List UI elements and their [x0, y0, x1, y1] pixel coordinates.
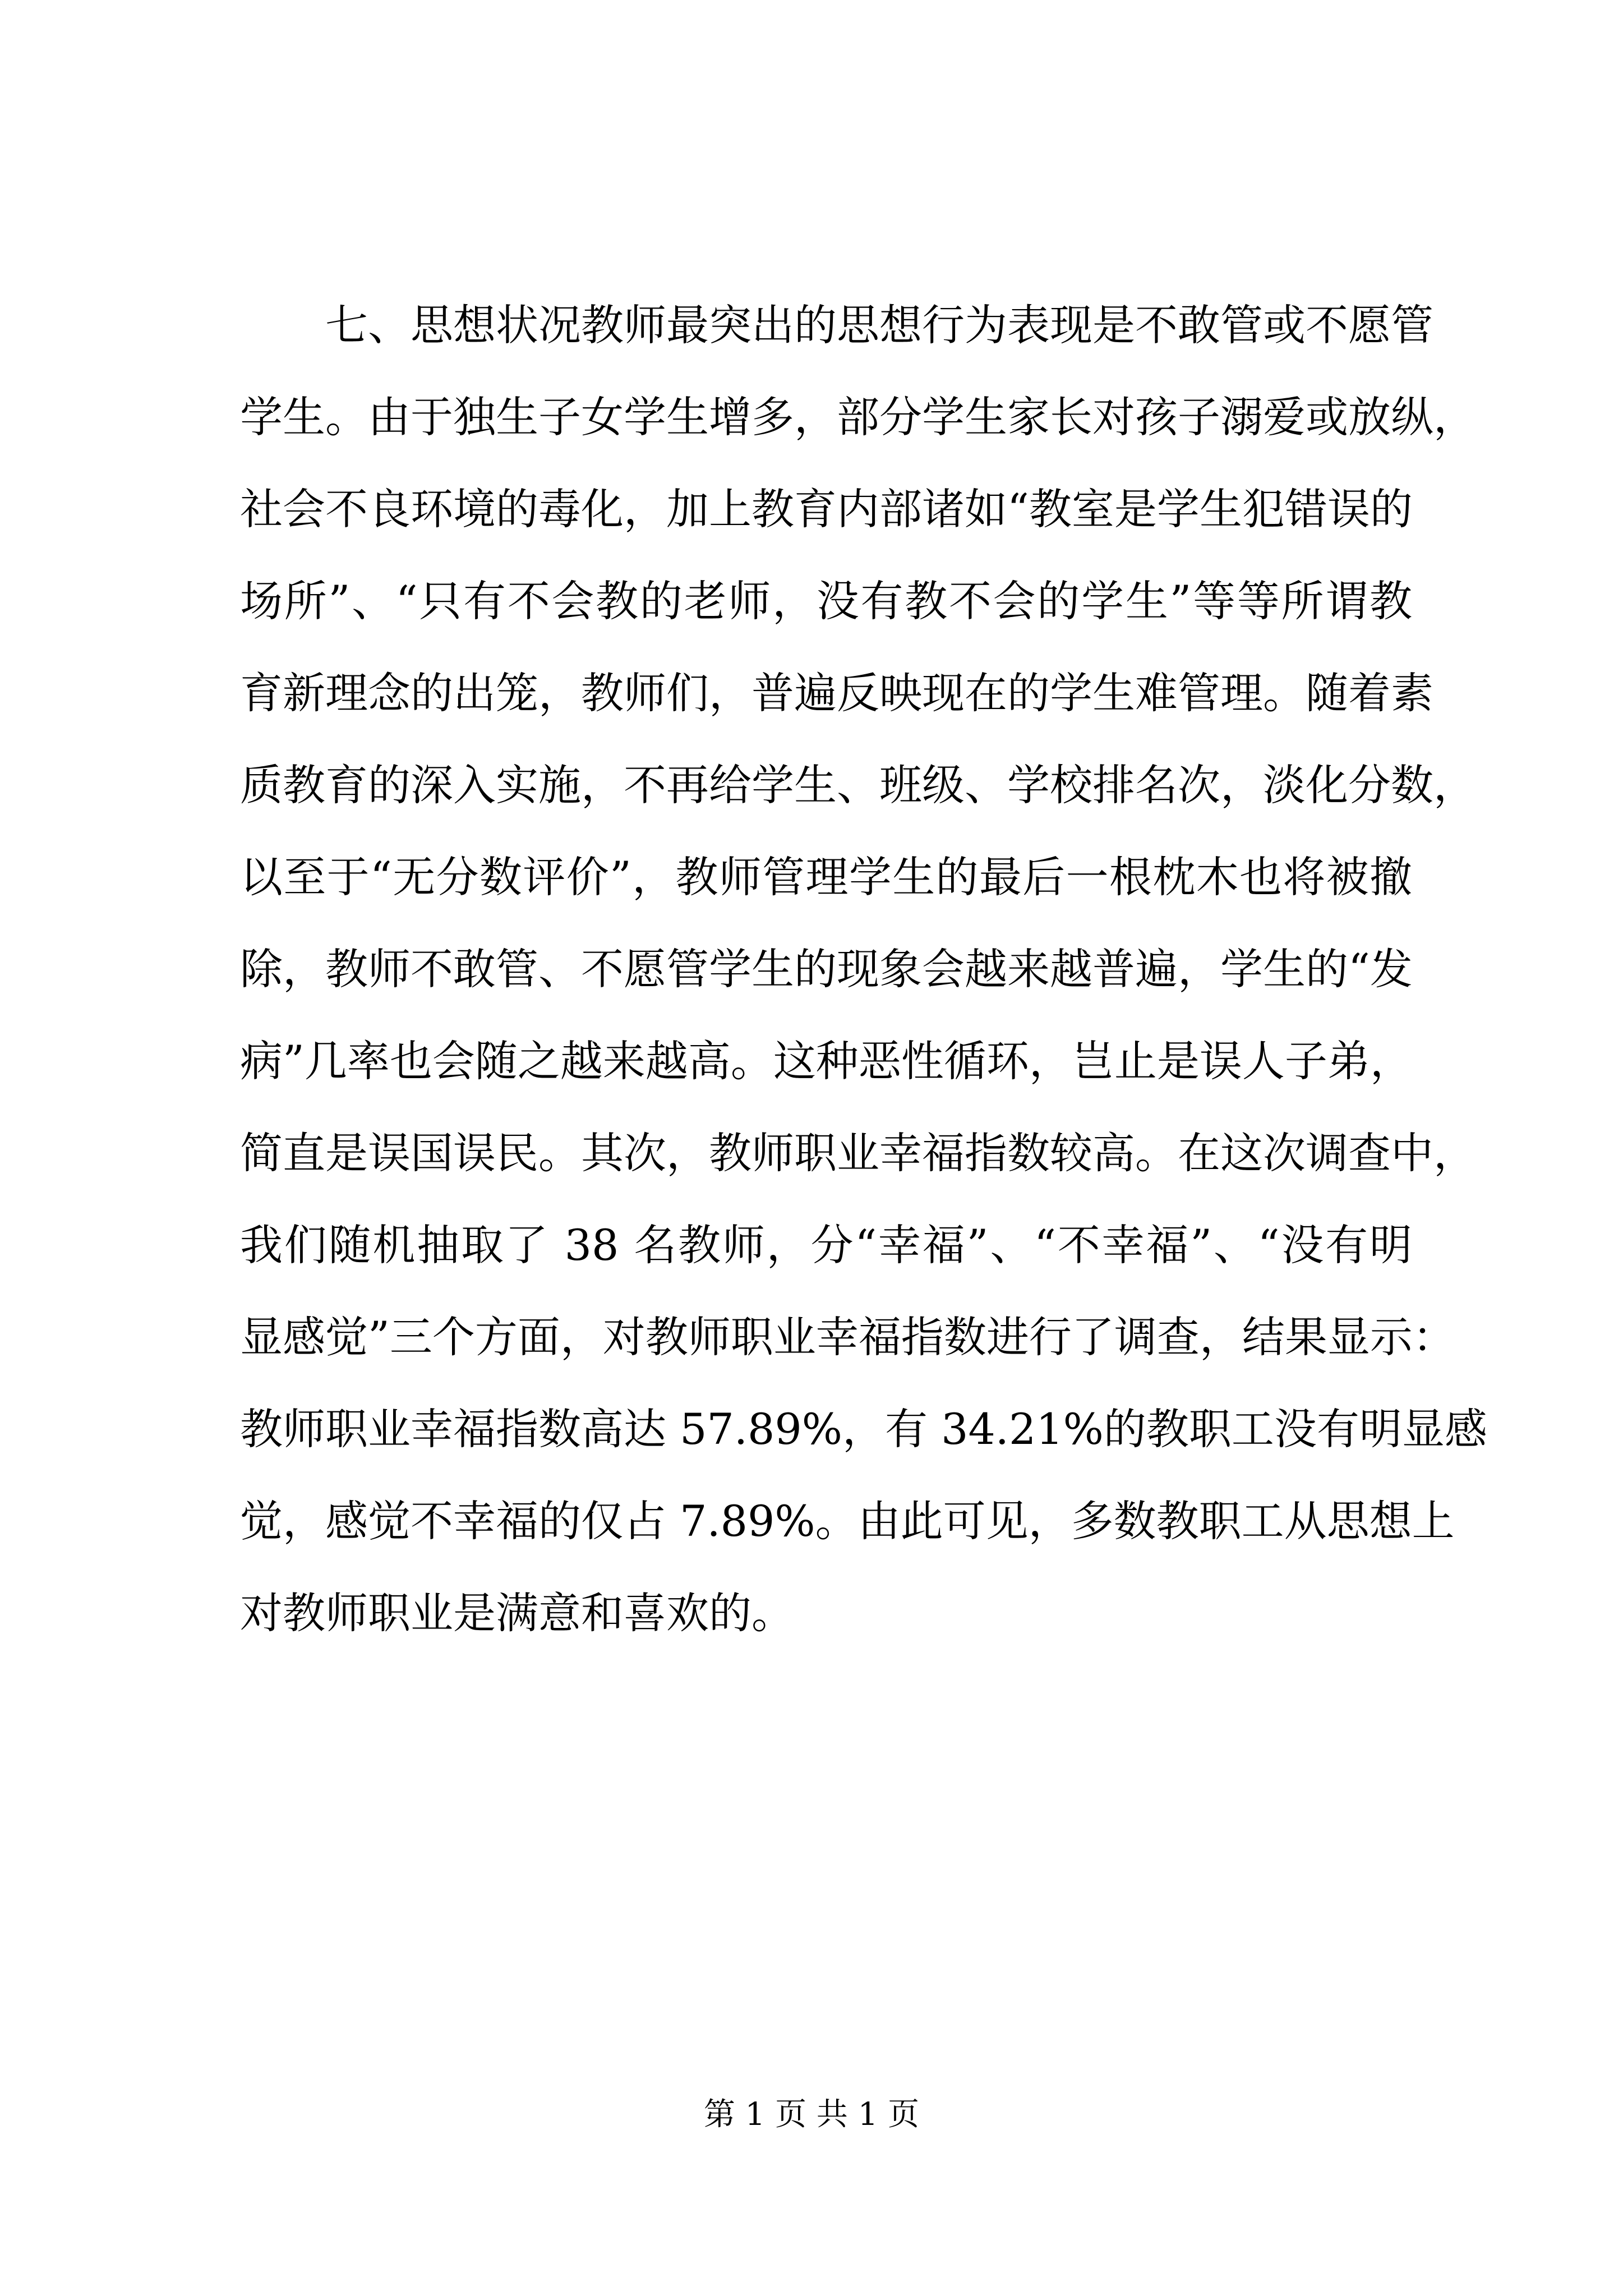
paragraph-line: 病”几率也会随之越来越高。这种恶性循环，岂止是误人子弟， — [240, 1036, 1413, 1086]
paragraph-line: 对教师职业是满意和喜欢的。 — [240, 1588, 794, 1638]
page-number-footer: 第 1 页 共 1 页 — [703, 2096, 920, 2133]
paragraph-line: 学生。由于独生子女学生增多，部分学生家长对孩子溺爱或放纵， — [240, 392, 1476, 442]
paragraph-line: 育新理念的出笼，教师们，普遍反映现在的学生难管理。随着素 — [240, 668, 1433, 718]
paragraph-line: 七、思想状况教师最突出的思想行为表现是不敢管或不愿管 — [325, 300, 1433, 350]
paragraph-line: 社会不良环境的毒化，加上教育内部诸如“教室是学生犯错误的 — [240, 484, 1413, 534]
paragraph-line: 以至于“无分数评价”，教师管理学生的最后一根枕木也将被撤 — [240, 852, 1412, 902]
paragraph-line: 教师职业幸福指数高达 57.89%，有 34.21%的教职工没有明显感 — [240, 1404, 1487, 1454]
paragraph-line: 质教育的深入实施，不再给学生、班级、学校排名次，淡化分数， — [240, 760, 1476, 810]
paragraph-line: 我们随机抽取了 38 名教师，分“幸福”、“不幸福”、“没有明 — [240, 1220, 1412, 1270]
paragraph-line: 觉，感觉不幸福的仅占 7.89%。由此可见，多数教职工从思想上 — [240, 1496, 1455, 1546]
paragraph-line: 除，教师不敢管、不愿管学生的现象会越来越普遍，学生的“发 — [240, 944, 1413, 994]
paragraph-line: 显感觉”三个方面，对教师职业幸福指数进行了调查，结果显示： — [240, 1312, 1455, 1362]
paragraph-line: 场所”、“只有不会教的老师，没有教不会的学生”等等所谓教 — [240, 576, 1412, 626]
paragraph-line: 简直是误国误民。其次，教师职业幸福指数较高。在这次调查中， — [240, 1128, 1476, 1178]
